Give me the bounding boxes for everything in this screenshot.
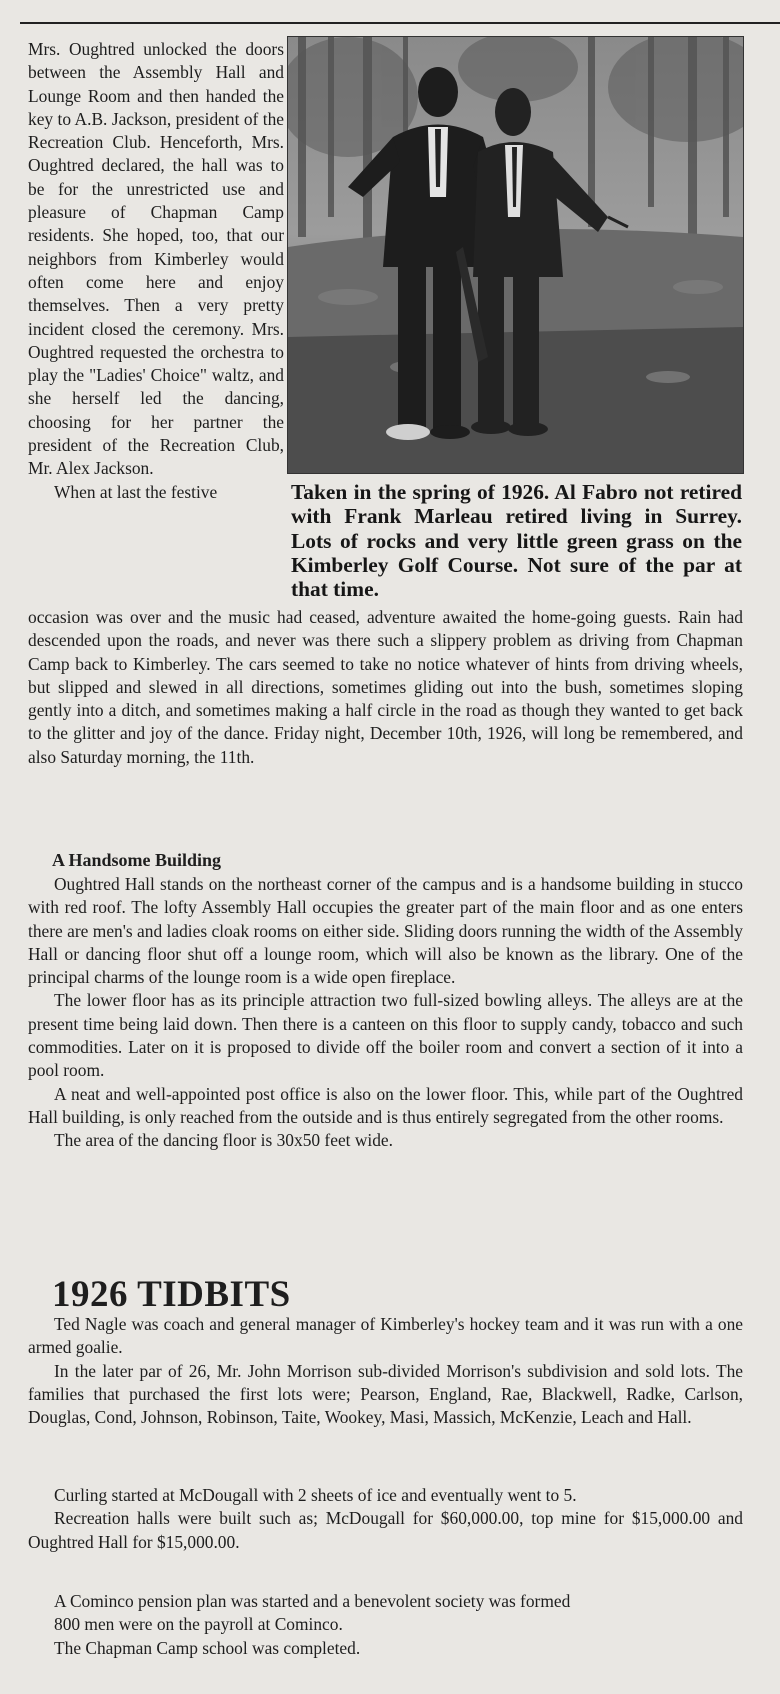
- tidbit-item: The Chapman Camp school was completed.: [54, 1637, 361, 1658]
- tidbits-block: [28, 1484, 743, 1554]
- tidbits-block: [28, 1590, 743, 1660]
- left-column: [28, 38, 284, 504]
- tidbits-title: 1926 TIDBITS: [52, 1274, 291, 1315]
- photo: [287, 36, 744, 474]
- hall-paragraph: The area of the dancing floor is 30x50 feet wide.: [54, 1130, 393, 1151]
- festive-start: When at last the festive: [54, 481, 218, 502]
- hall-paragraph: The lower floor has as its principle attraction two full-sized bowling alleys. The alleys are at the present time being laid down. Then there is a canteen on this floor to supply candy, tobacco and such commodities. Later on it is proposed to divide off the boiler room and convert a section of it into a pool room.: [28, 990, 743, 1081]
- tidbit-item: Ted Nagle was coach and general manager of Kimberley's hockey team and it was run with a one armed goalie.: [28, 1314, 743, 1358]
- hall-paragraph: Oughtred Hall stands on the northeast corner of the campus and is a handsome building in stucco with red roof. The lofty Assembly Hall occupies the greater part of the main floor and as one enters there are men's and ladies cloak rooms on either side. Sliding doors running the width of the Assembly Hall or dancing floor shut off a lounge room, which will also be known as the library. One of the principal charms of the lounge room is a wide open fireplace.: [28, 874, 743, 988]
- tidbit-item: In the later par of 26, Mr. John Morrison sub-divided Morrison's subdivision and sold lots. The families that purchased the first lots were; Pearson, England, Rae, Blackwell, Radke, Carlson, Douglas, Cond, Johnson, Robinson, Taite, Wookey, Masi, Massich, McKenzie, Leach and Hall.: [28, 1360, 743, 1428]
- photo-golf-course: [288, 37, 743, 473]
- hall-paragraph: A neat and well-appointed post office is also on the lower floor. This, while part of the Oughtred Hall building, is only reached from the outside and is thus entirely segregated from the other rooms.: [28, 1083, 743, 1127]
- tidbit-item: Recreation halls were built such as; McDougall for $60,000.00, top mine for $15,000.00 and Oughtred Hall for $15,000.00.: [28, 1508, 743, 1552]
- section-heading: A Handsome Building: [52, 850, 222, 870]
- photo-caption: Taken in the spring of 1926. Al Fabro not retired with Frank Marleau retired living in Surrey. Lots of rocks and very little green grass on the Kimberley Golf Course. Not sure of the par at that time.: [291, 480, 742, 602]
- left-column-text: Mrs. Oughtred unlocked the doors between the Assembly Hall and Lounge Room and then handed the key to A.B. Jackson, president of the Recreation Club. Henceforth, Mrs. Oughtred declared, the hall was to be for the unrestricted use and pleasure of Chapman Camp residents. She hoped, too, that our neighbors from Kimberley would often come here and enjoy themselves. Then a very pretty incident closed the ceremony. Mrs. Oughtred requested the orchestra to play the "Ladies' Choice" waltz, and she herself led the dancing, choosing for her partner the president of the Recreation Club, Mr. Alex Jackson.: [28, 39, 284, 479]
- top-rule: [20, 22, 780, 24]
- tidbit-item: Curling started at McDougall with 2 sheets of ice and eventually went to 5.: [54, 1485, 577, 1505]
- full-width-column: [28, 606, 743, 769]
- handsome-building-article: [28, 873, 743, 1153]
- tidbit-item: 800 men were on the payroll at Cominco.: [54, 1614, 343, 1635]
- tidbit-item: A Cominco pension plan was started and a benevolent society was formed: [54, 1591, 571, 1611]
- tidbits-block: [28, 1313, 743, 1429]
- festive-continued: occasion was over and the music had ceased, adventure awaited the home-going guests. Rain had descended upon the roads, and never was there such a slippery problem as driving from Chapman Camp back to Kimberley. The cars seemed to take no notice whatever of hints from driving wheels, but slipped and slewed in all directions, sometimes gliding out into the bush, sometimes sloping gently into a ditch, and sometimes making a half circle in the road as though they wanted to get back to the glitter and joy of the dance. Friday night, December 10th, 1926, will long be remembered, and also Saturday morning, the 11th.: [28, 607, 743, 767]
